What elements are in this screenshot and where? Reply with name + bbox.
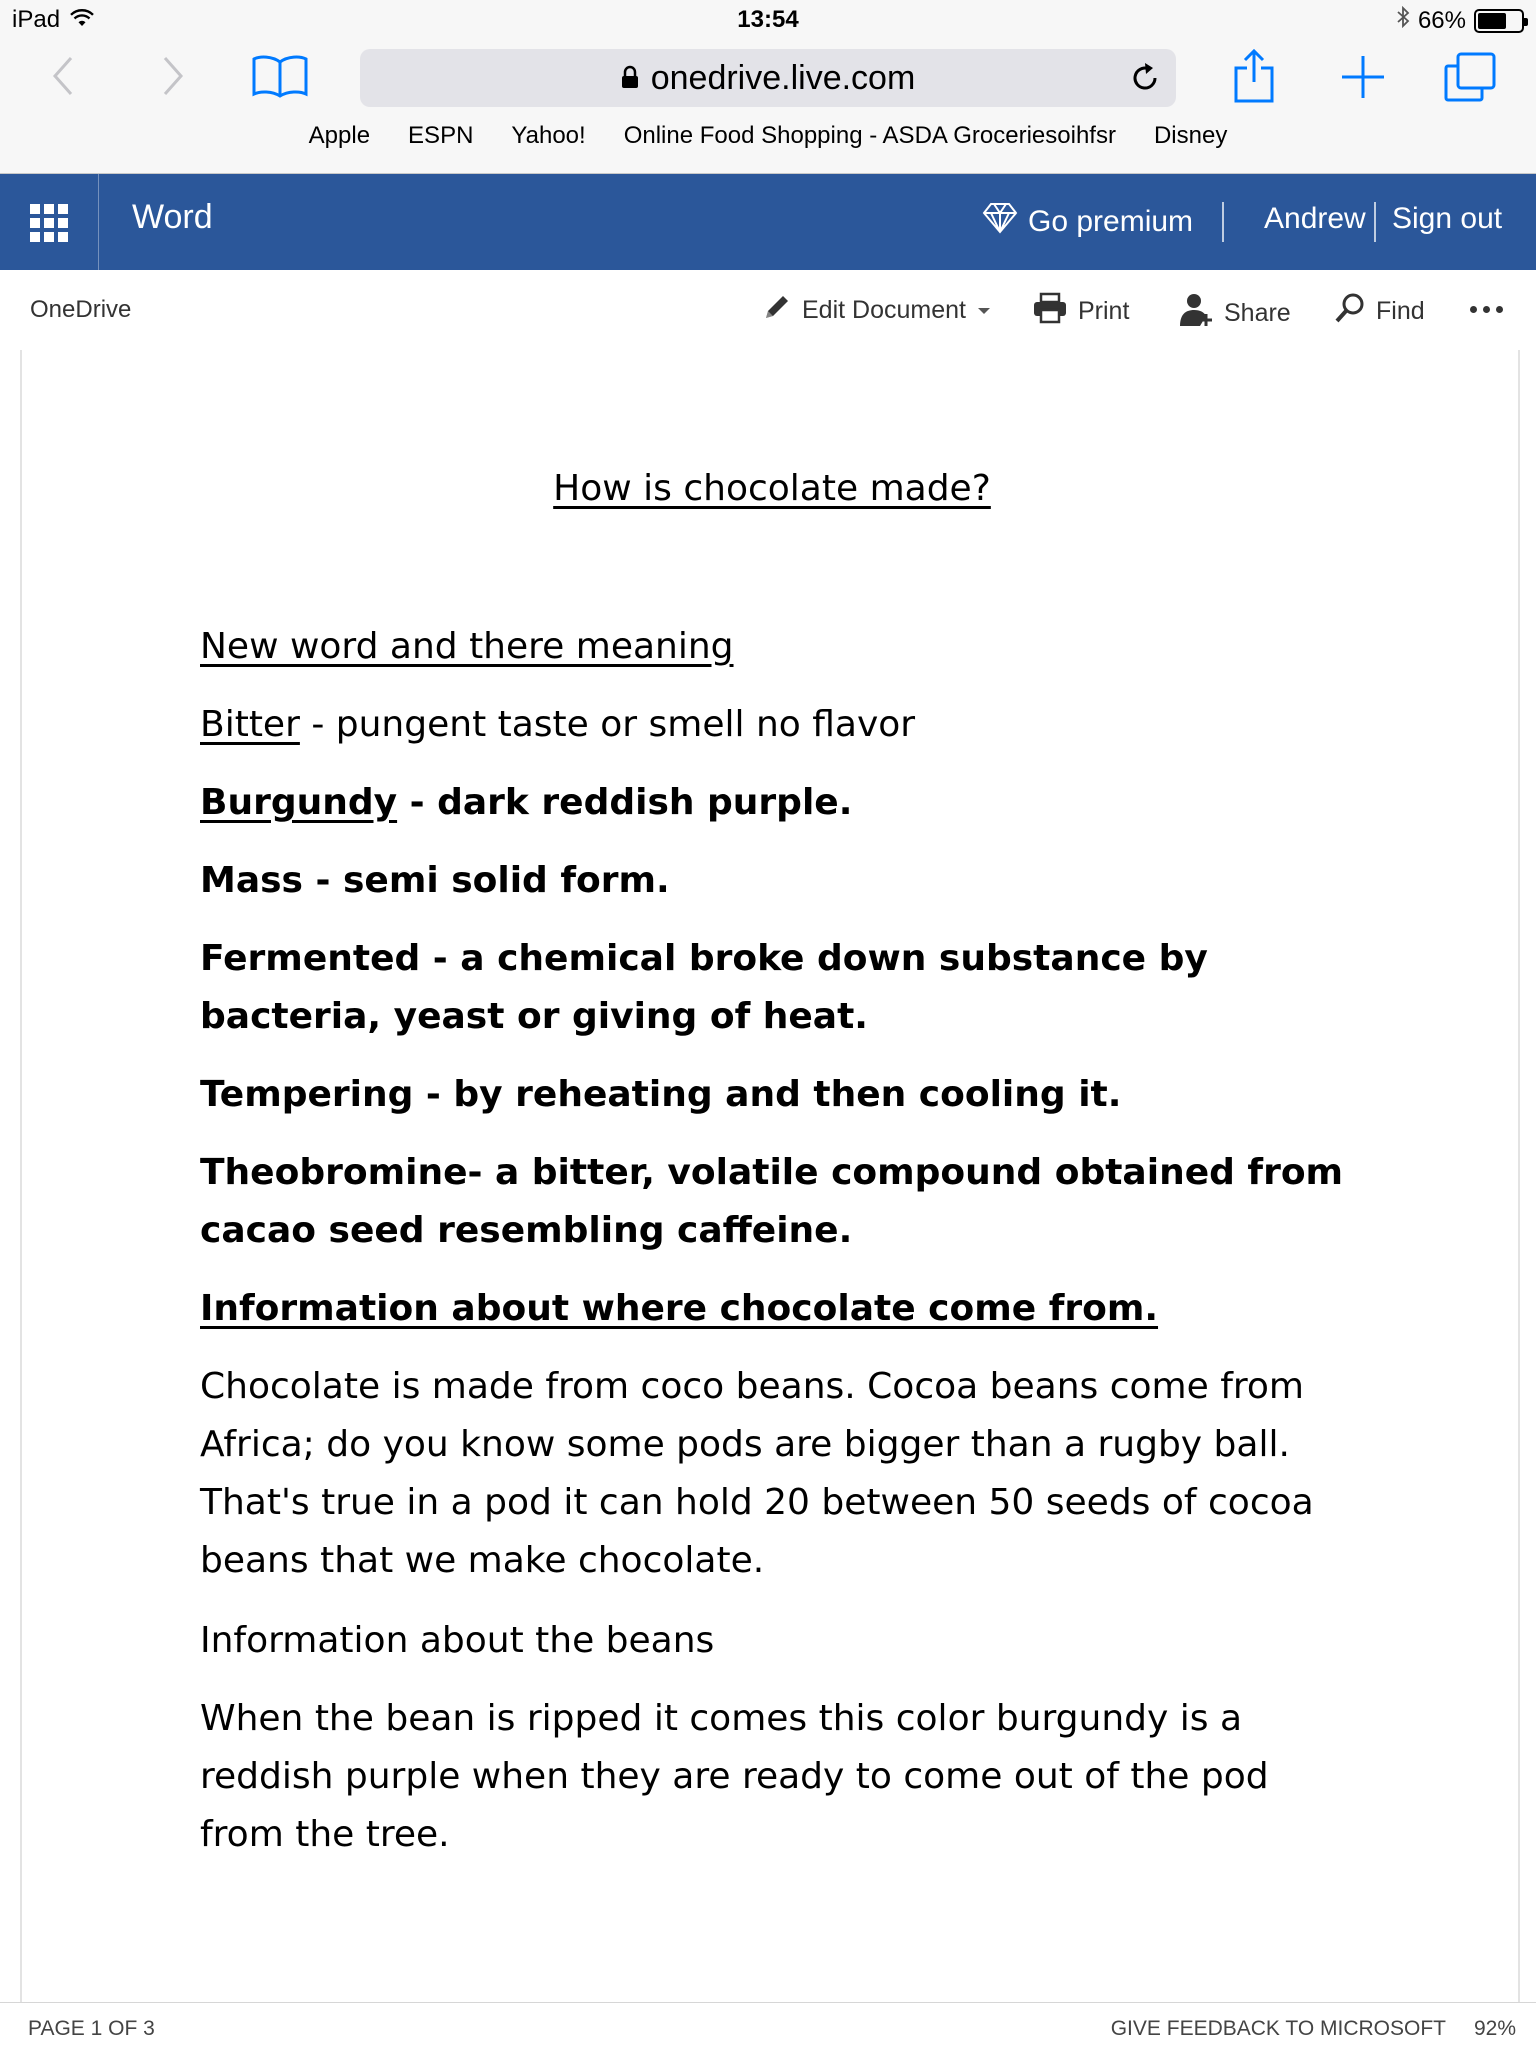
find-button[interactable]: [1334, 292, 1425, 331]
share-label: Share: [1224, 299, 1291, 327]
favorites-bar: [0, 122, 1536, 162]
new-tab-icon[interactable]: [1340, 54, 1386, 100]
document-canvas[interactable]: [0, 350, 1536, 2002]
app-name[interactable]: Word: [132, 198, 213, 236]
address-bar[interactable]: [360, 49, 1176, 107]
url-text: onedrive.live.com: [650, 58, 916, 97]
search-icon: [1334, 292, 1366, 331]
favorite-disney[interactable]: Disney: [1153, 122, 1228, 149]
definition-burgundy: [200, 774, 1350, 832]
beans-heading: Information about the beans: [200, 1620, 715, 1661]
device-name: iPad: [12, 6, 61, 33]
favorite-espn[interactable]: ESPN: [408, 122, 474, 149]
zoom-level[interactable]: 92%: [1473, 2017, 1516, 2040]
diamond-icon: [982, 202, 1018, 242]
bluetooth-icon: [1396, 6, 1410, 35]
favorite-asda[interactable]: Online Food Shopping - ASDA Groceriesoihfsr: [623, 122, 1116, 149]
battery-icon: [1474, 9, 1524, 33]
lock-icon: [621, 59, 639, 98]
share-sheet-icon[interactable]: [1232, 48, 1276, 104]
term-burgundy: Burgundy: [200, 782, 398, 823]
command-bar: [0, 270, 1536, 350]
feedback-link[interactable]: GIVE FEEDBACK TO MICROSOFT: [1110, 2017, 1446, 2040]
edit-document-label: Edit Document: [802, 296, 966, 324]
share-button[interactable]: [1178, 292, 1291, 335]
print-button[interactable]: [1032, 292, 1129, 331]
favorite-apple[interactable]: Apple: [308, 122, 371, 149]
back-icon[interactable]: [52, 56, 74, 96]
battery-percent: 66%: [1417, 6, 1466, 34]
status-footer: [0, 2002, 1536, 2048]
browser-toolbar: [0, 40, 1536, 174]
forward-icon[interactable]: [162, 56, 184, 96]
definition-mass: Mass - semi solid form.: [200, 860, 670, 901]
user-name[interactable]: Andrew: [1264, 202, 1366, 235]
document-page: [20, 350, 1520, 2002]
bookmarks-icon[interactable]: [252, 54, 308, 98]
app-launcher-icon[interactable]: [30, 204, 68, 242]
definition-text: - dark reddish purple.: [397, 782, 853, 823]
clock: 13:54: [737, 6, 799, 33]
definition-tempering: Tempering - by reheating and then cooling it.: [200, 1074, 1122, 1115]
go-premium-button[interactable]: [982, 202, 1193, 242]
battery-fill: [1478, 13, 1506, 29]
header-separator: [1374, 202, 1376, 242]
term-bitter: Bitter: [200, 704, 300, 745]
print-label: Print: [1078, 297, 1130, 325]
pencil-icon: [762, 292, 792, 329]
document-title: How is chocolate made?: [553, 468, 991, 509]
page-count: PAGE 1 OF 3: [28, 2017, 155, 2040]
header-separator: [1222, 202, 1224, 242]
definition-fermented: Fermented - a chemical broke down substance by bacteria, yeast or giving of heat.: [200, 938, 1208, 1037]
printer-icon: [1032, 292, 1068, 331]
definition-text: - pungent taste or smell no flavor: [299, 704, 916, 745]
status-bar: [0, 0, 1536, 40]
info-paragraph: Chocolate is made from coco beans. Cocoa beans come from Africa; do you know some pods are bigger than a rugby ball. That's true in a pod it can hold 20 between 50 seeds of cocoa beans that we make chocolate.: [200, 1366, 1314, 1581]
header-divider: [98, 174, 99, 270]
chevron-down-icon: [978, 308, 990, 314]
definition-theobromine: Theobromine- a bitter, volatile compound obtained from cacao seed resembling caffeine.: [200, 1152, 1344, 1251]
go-premium-label: Go premium: [1028, 205, 1194, 238]
tabs-icon[interactable]: [1444, 52, 1496, 102]
find-label: Find: [1376, 297, 1425, 325]
more-options-icon[interactable]: [1470, 306, 1503, 313]
sign-out-link[interactable]: Sign out: [1392, 202, 1503, 235]
word-header: [0, 174, 1536, 270]
beans-paragraph: When the bean is ripped it comes this color burgundy is a reddish purple when they are ready to come out of the pod from the tree.: [200, 1698, 1269, 1855]
edit-document-button[interactable]: [762, 292, 990, 329]
new-words-heading: New word and there meaning: [200, 626, 734, 667]
share-person-icon: [1178, 292, 1214, 335]
favorite-yahoo[interactable]: Yahoo!: [511, 122, 586, 149]
definition-bitter: [200, 696, 1350, 754]
info-heading: Information about where chocolate come from.: [200, 1288, 1159, 1329]
breadcrumb-onedrive[interactable]: OneDrive: [30, 296, 132, 323]
reload-icon[interactable]: [1128, 61, 1162, 104]
